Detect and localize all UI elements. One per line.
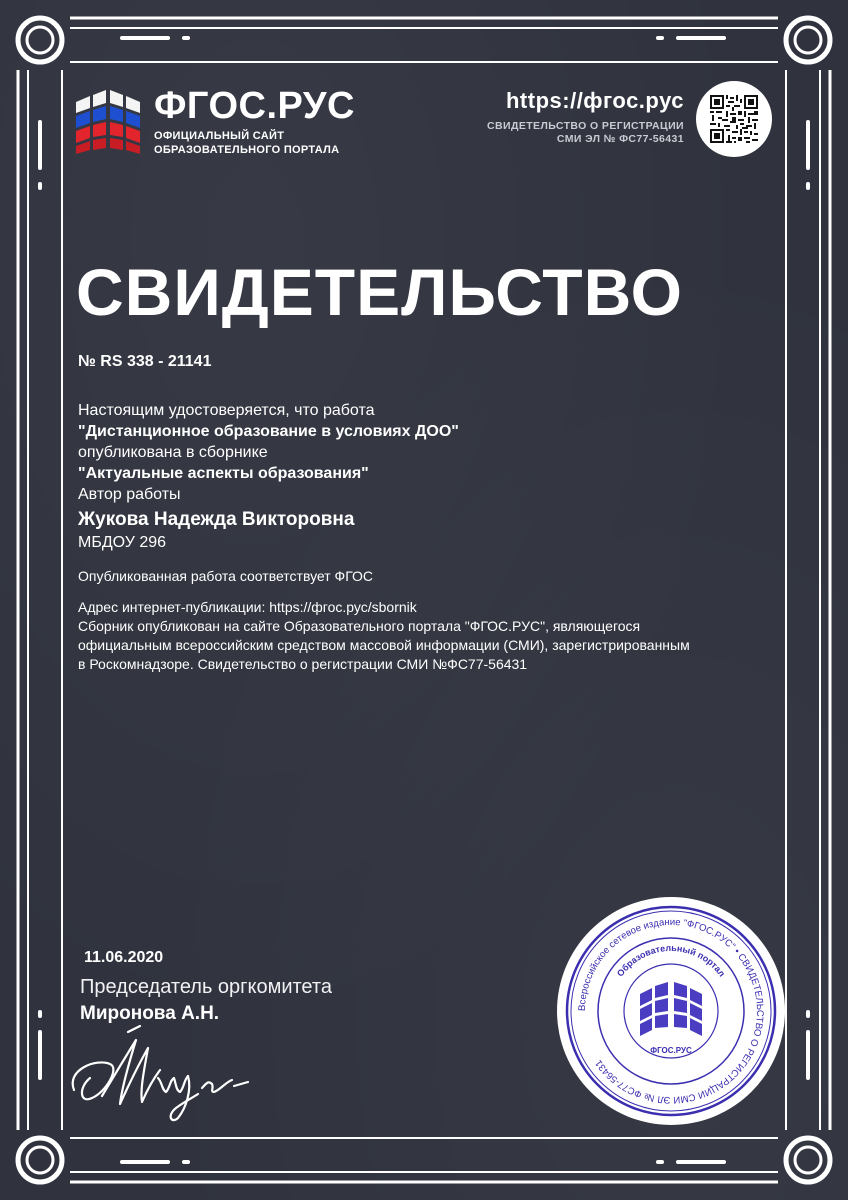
publication-address: Адрес интернет-публикации: https://фгос.рус/sbornik (78, 599, 417, 615)
organization: МБДОУ 296 (78, 534, 167, 551)
registration-info (487, 120, 684, 146)
collection-title: "Актуальные аспекты образования" (78, 465, 369, 482)
corner-ornament-top-right (786, 18, 830, 62)
info-line: Сборник опубликован на сайте Образовательного портала "ФГОС.РУС", являющегося (78, 618, 641, 634)
corner-ornament-top-left (18, 18, 62, 62)
stamp-center-text: ФГОС.РУС (650, 1046, 692, 1055)
portal-logo (76, 86, 366, 156)
registration-line: СМИ ЭЛ № ФС77-56431 (556, 133, 684, 145)
info-line: в Роскомнадзоре. Свидетельство о регистрации СМИ №ФС77-56431 (78, 656, 528, 672)
chair-name: Миронова А.Н. (80, 1003, 220, 1024)
stamp-inner-text: Образовательный портал (614, 942, 728, 979)
signature-mark (66, 1018, 256, 1128)
certificate-title: СВИДЕТЕЛЬСТВО (76, 255, 683, 329)
qr-code-badge[interactable] (696, 81, 772, 157)
certificate-body (78, 400, 778, 674)
logo-subtitle-line: ОФИЦИАЛЬНЫЙ САЙТ (154, 130, 285, 142)
site-info (487, 88, 684, 146)
issue-date: 11.06.2020 (84, 949, 164, 966)
work-title: "Дистанционное образование в условиях ДОО" (78, 423, 459, 440)
logo-title: ФГОС.РУС (154, 85, 355, 127)
corner-ornament-bottom-right (786, 1138, 830, 1182)
logo-flag-grid-icon (76, 88, 140, 154)
info-line: официальным всероссийским средством массовой информации (СМИ), зарегистрированным (78, 637, 690, 653)
intro-text: Настоящим удостоверяется, что работа (78, 402, 375, 419)
fgos-note: Опубликованная работа соответствует ФГОС (78, 568, 373, 584)
author-label: Автор работы (78, 486, 181, 503)
logo-subtitle (154, 129, 339, 157)
chair-title: Председатель оргкомитета (80, 976, 332, 998)
registration-line: СВИДЕТЕЛЬСТВО О РЕГИСТРАЦИИ (487, 120, 684, 132)
stamp-seal (556, 896, 786, 1126)
corner-ornament-bottom-left (18, 1138, 62, 1182)
logo-subtitle-line: ОБРАЗОВАТЕЛЬНОГО ПОРТАЛА (154, 144, 340, 156)
certificate-number: № RS 338 - 21141 (78, 353, 212, 370)
stamp-outer-text: Всероссийское сетевое издание "ФГОС.РУС" • СВИДЕТЕЛЬСТВО О РЕГИСТРАЦИИ СМИ ЭЛ № ФС77-56431 (576, 916, 766, 1106)
site-url[interactable]: https://фгос.рус (505, 88, 684, 113)
published-in-text: опубликована в сборнике (78, 444, 268, 461)
author-name: Жукова Надежда Викторовна (78, 509, 355, 530)
qr-code-icon (710, 95, 758, 143)
